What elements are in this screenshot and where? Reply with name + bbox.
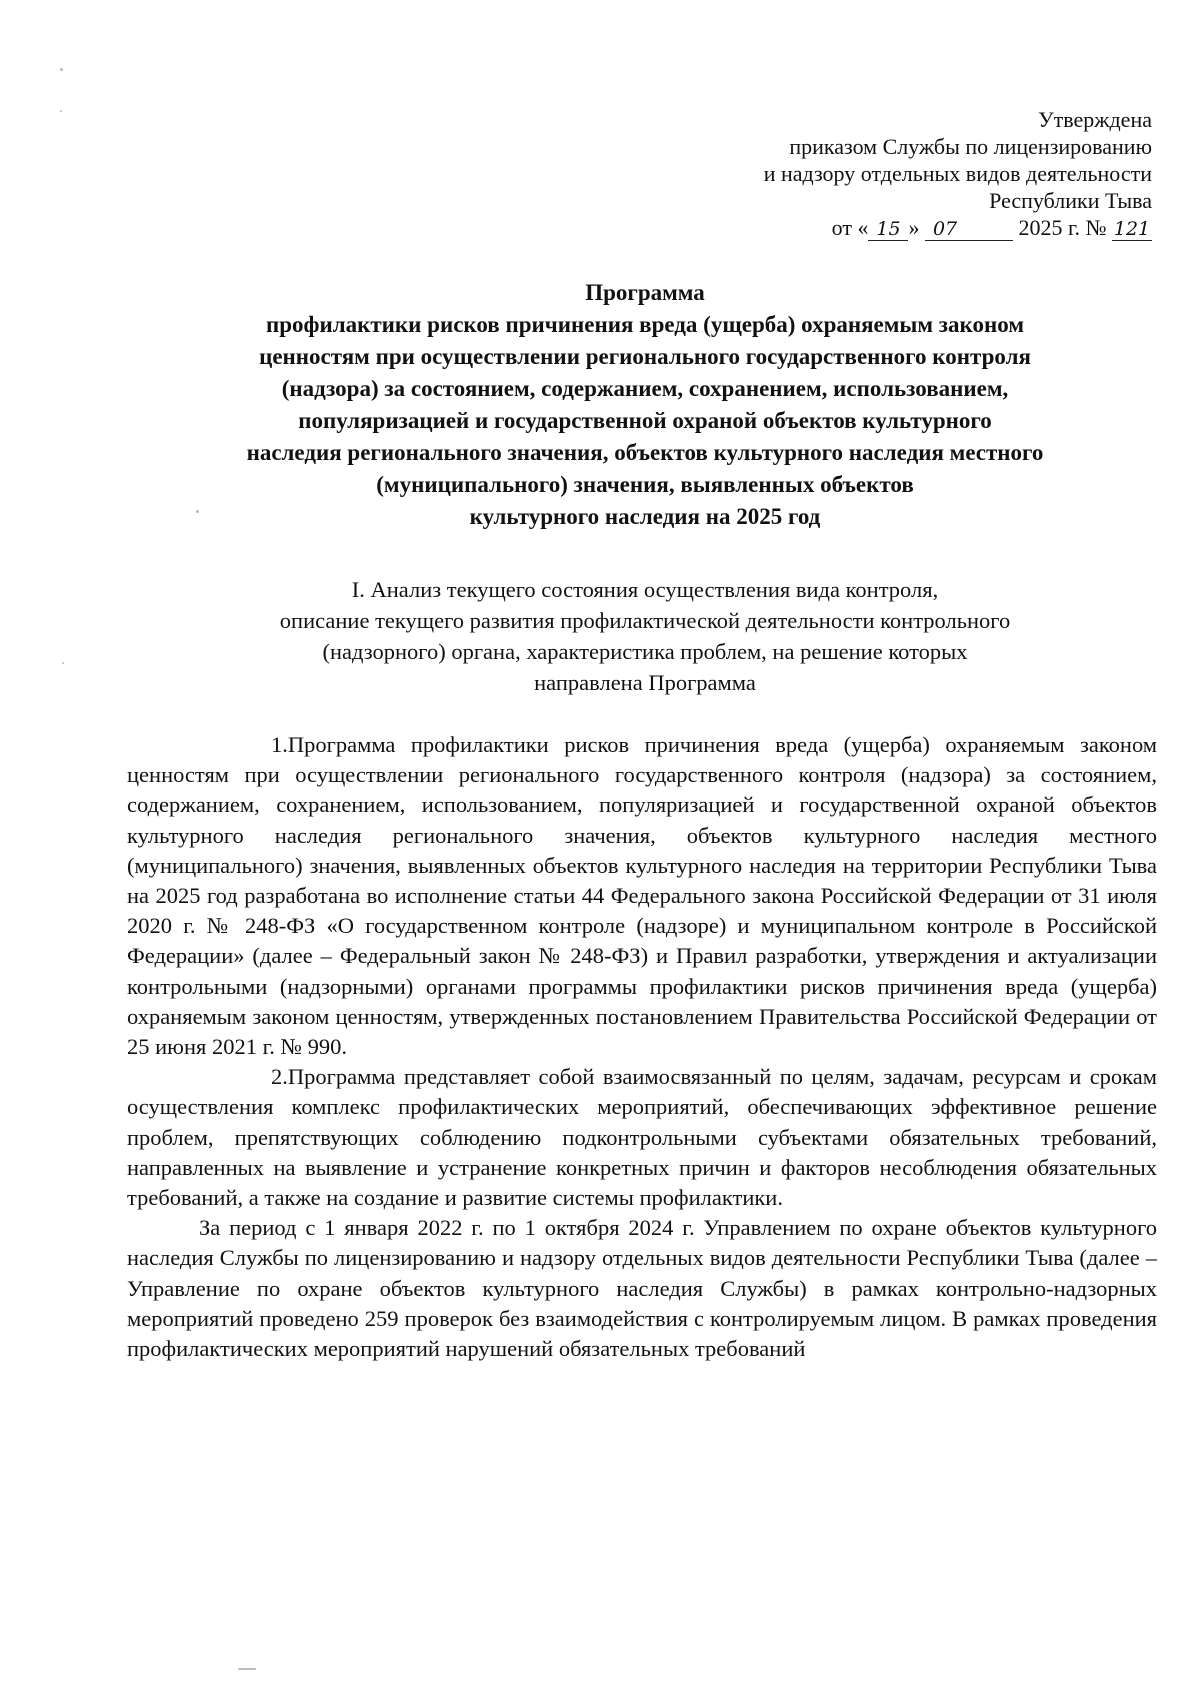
body-text — [127, 730, 1157, 1364]
title-heading: Программа — [585, 280, 705, 305]
section-line: описание текущего развития профилактической деятельности контрольного — [279, 608, 1011, 633]
paragraph-1 — [127, 730, 1157, 1062]
scan-speck — [60, 68, 63, 71]
approval-agency-line: и надзору отдельных видов деятельности — [763, 161, 1152, 186]
title-line: (муниципального) значения, выявленных объектов — [376, 472, 914, 497]
scan-speck — [238, 1668, 256, 1670]
paragraph-text: За период с 1 января 2022 г. по 1 октября 2024 г. Управлением по охране объектов культурного наследия Службы по лицензированию и надзору отдельных видов деятельности Республики Тыва (далее – Управление по охране объектов культурного наследия Службы) в рамках контрольно-надзорных мероприятий проведено 259 проверок без взаимодействия с контролируемым лицом. В рамках проведения профилактических мероприятий нарушений обязательных требований — [127, 1215, 1157, 1362]
date-mid: » — [908, 215, 920, 240]
date-month-handwritten: 07 — [925, 218, 1013, 241]
title-line: профилактики рисков причинения вреда (ущерба) охраняемым законом — [266, 312, 1024, 337]
approval-date-line — [764, 214, 1152, 241]
section-line: I. Анализ текущего состояния осуществления вида контроля, — [351, 577, 939, 602]
paragraph-number: 2. — [271, 1064, 288, 1090]
document-title — [120, 277, 1170, 533]
paragraph-2 — [127, 1062, 1157, 1213]
scan-speck — [196, 510, 199, 513]
title-line: ценностям при осуществлении регионального государственного контроля — [259, 344, 1031, 369]
scan-speck — [60, 110, 62, 112]
section-heading — [120, 574, 1170, 698]
paragraph-3 — [127, 1213, 1157, 1364]
paragraph-number: 1. — [271, 732, 288, 757]
section-line: направлена Программа — [534, 670, 756, 695]
scan-speck — [62, 662, 64, 664]
title-line: популяризацией и государственной охраной объектов культурного — [298, 408, 992, 433]
order-number-handwritten: 121 — [1113, 218, 1151, 240]
title-line: (надзора) за состоянием, содержанием, сохранением, использованием, — [281, 376, 1009, 401]
date-year: 2025 г. № — [1018, 215, 1107, 240]
paragraph-text: Программа представляет собой взаимосвязанный по целям, задачам, ресурсам и срокам осуществления комплекс профилактических мероприятий, обеспечивающих эффективное решение проблем, препятствующих соблюдению подконтрольными субъектами обязательных требований, направленных на выявление и устранение конкретных причин и факторов несоблюдения обязательных требований, а также на создание и развитие системы профилактики. — [127, 1064, 1157, 1211]
title-line: культурного наследия на 2025 год — [469, 504, 821, 529]
approval-region-line: Республики Тыва — [989, 188, 1152, 213]
date-day-handwritten: 15 — [868, 218, 908, 241]
approval-block — [764, 106, 1152, 241]
title-line: наследия регионального значения, объектов культурного наследия местного — [246, 440, 1044, 465]
section-line: (надзорного) органа, характеристика проблем, на решение которых — [322, 639, 968, 664]
paragraph-text: Программа профилактики рисков причинения вреда (ущерба) охраняемым законом ценностям при осуществлении регионального государственного контроля (надзора) за состоянием, содержанием, сохранением, использованием, популяризацией и государственной охраной объектов культурного наследия регионального значения, объектов культурного наследия местного (муниципального) значения, выявленных объектов культурного наследия на территории Республики Тыва на 2025 год разработана во исполнение статьи 44 Федерального закона Российской Федерации от 31 июля 2020 г. № 248-ФЗ «О государственном контроле (надзоре) и муниципальном контроле в Российской Федерации» (далее – Федеральный закон № 248-ФЗ) и Правил разработки, утверждения и актуализации контрольными (надзорными) органами программы профилактики рисков причинения вреда (ущерба) охраняемым законом ценностям, утвержденных постановлением Правительства Российской Федерации от 25 июня 2021 г. № 990. — [127, 732, 1157, 1060]
approval-order-line: приказом Службы по лицензированию — [789, 134, 1152, 159]
date-prefix: от « — [831, 215, 869, 240]
approval-title: Утверждена — [1038, 107, 1152, 132]
